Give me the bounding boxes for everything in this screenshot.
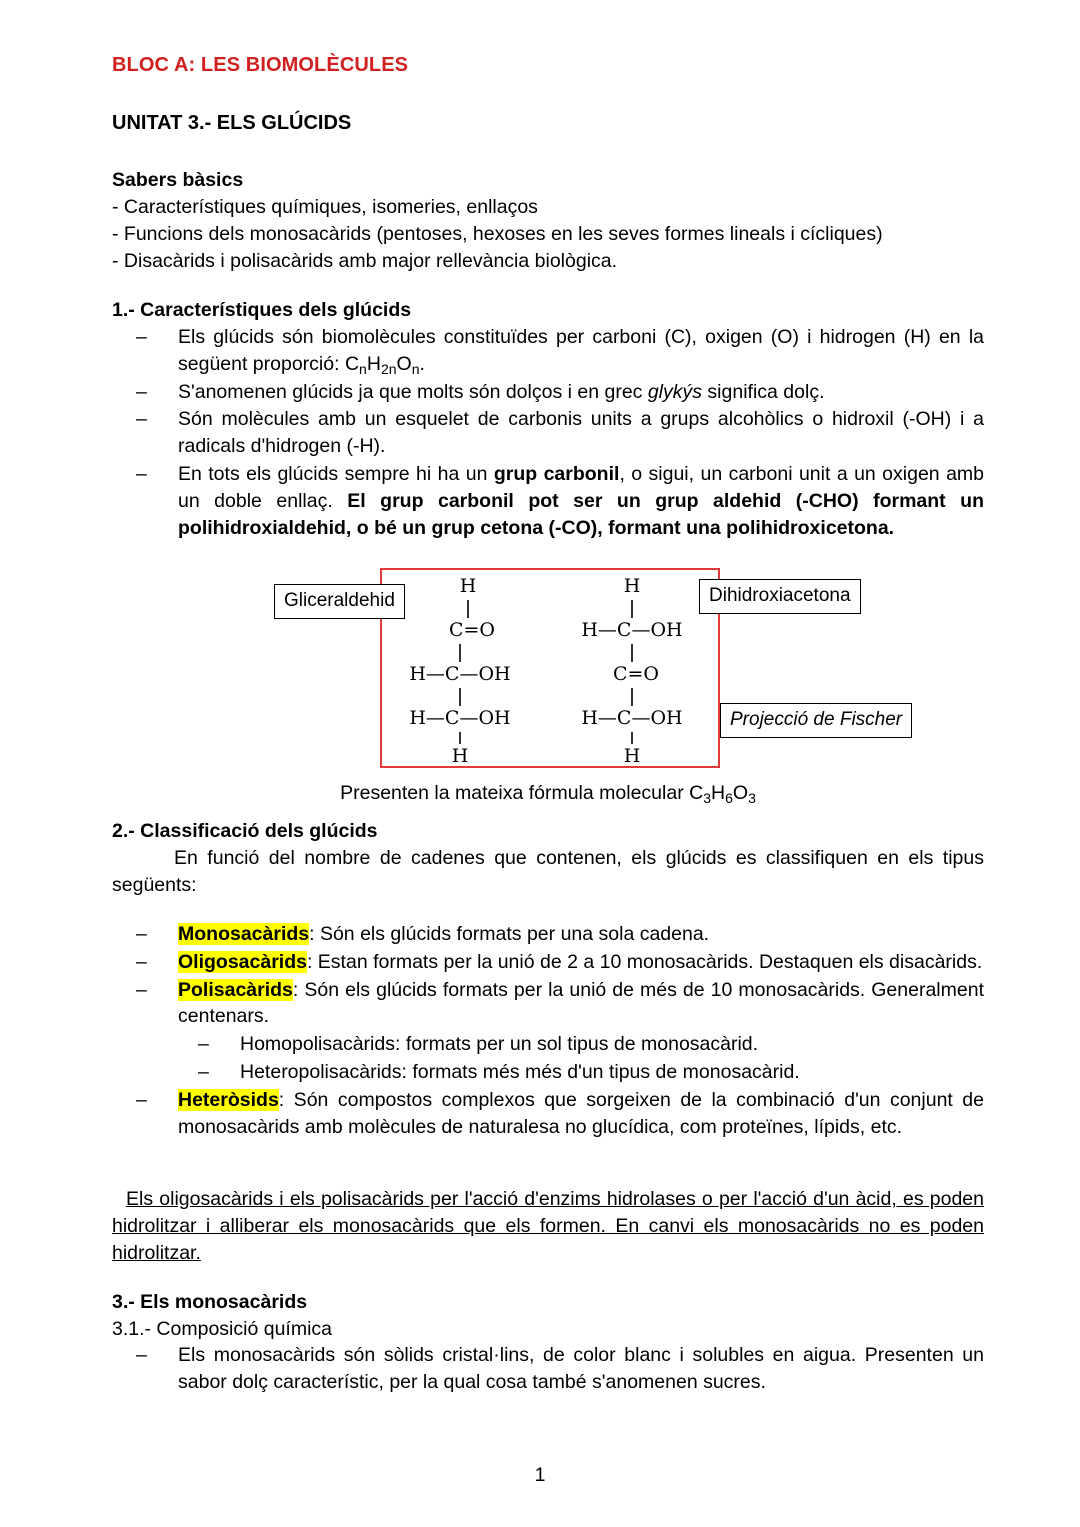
caption-H: H: [711, 781, 726, 804]
term-monosacarids: Monosacàrids: [178, 922, 310, 945]
list-item: [112, 977, 984, 1031]
list-item: [112, 921, 984, 948]
section-3-heading: 3.- Els monosacàrids: [112, 1290, 308, 1313]
item-text: Són molècules amb un esquelet de carbonis units a grups alcohòlics o hidroxil (-OH) i a radicals d'hidrogen (-H).: [178, 408, 984, 458]
list-item: [112, 949, 984, 976]
svg-text:H—C—OH: H—C—OH: [581, 618, 683, 641]
svg-text:C=O: C=O: [448, 618, 496, 641]
svg-text:H: H: [623, 744, 641, 767]
svg-text:H: H: [451, 744, 469, 767]
item-text: Els monosacàrids són sòlids cristal·lins, de color blanc i solubles en aigua. Presenten un sabor dolç característic, per la qual cosa també s'anomenen sucres.: [178, 1344, 984, 1394]
svg-text:H: H: [459, 574, 477, 597]
caption-sub-6: 6: [725, 789, 733, 806]
caption-O: O: [732, 781, 749, 804]
list-item: [112, 1342, 984, 1396]
item-sub-n2: n: [411, 360, 420, 377]
unit-title: UNITAT 3.- ELS GLÚCIDS: [112, 111, 352, 134]
section-2: [112, 818, 984, 1141]
item-text-pre: S'anomenen glúcids ja que molts són dolços i en grec: [178, 380, 648, 403]
label-projeccio-fischer: Projecció de Fischer: [720, 703, 912, 738]
hydrolysis-paragraph: Els oligosacàrids i els polisacàrids per l'acció d'enzims hidrolases o per l'acció d'un àcid, es poden hidrolitzar i alliberar els monosacàrids que els formen. En canvi els monosacàrids no es poden hidrolitzar.: [112, 1187, 984, 1264]
section-2-list-continued: [112, 1087, 984, 1141]
term-heterosids: Heteròsids: [178, 1089, 279, 1112]
section-1: [112, 297, 984, 542]
list-item: [112, 461, 984, 542]
list-item: [112, 379, 984, 406]
list-item: [112, 1087, 984, 1141]
molecule-structures-svg: [380, 568, 720, 768]
item-text-post: significa dolç.: [702, 380, 825, 403]
item-text-mid: , o sigui, un carboni unit a un oxigen amb un doble enllaç.: [178, 463, 984, 513]
sabers-line-2: - Funcions dels monosacàrids (pentoses, hexoses en les seves formes lineals i cícliques): [112, 223, 883, 245]
section-2-heading: 2.- Classificació dels glúcids: [112, 819, 378, 842]
svg-text:H—C—OH: H—C—OH: [409, 706, 511, 729]
term-rest: : Són els glúcids formats per la unió de més de 10 monosacàrids. Generalment centenars.: [178, 978, 984, 1028]
section-2-sublist: [112, 1031, 984, 1086]
sabers-heading: Sabers bàsics: [112, 169, 244, 192]
caption-sub-3b: 3: [748, 789, 756, 806]
section-3-list: [112, 1342, 984, 1396]
item-text-O: O: [396, 352, 412, 375]
subitem-text: Heteropolisacàrids: formats més més d'un tipus de monosacàrid.: [240, 1061, 800, 1084]
list-item: [112, 406, 984, 460]
term-oligosacarids: Oligosacàrids: [178, 950, 307, 973]
svg-text:C=O: C=O: [612, 662, 660, 685]
item-text-H: H: [366, 352, 381, 375]
label-dihidroxiacetona: Dihidroxiacetona: [699, 579, 861, 614]
sabers-line-1: - Característiques químiques, isomeries, enllaços: [112, 196, 538, 219]
svg-text:H—C—OH: H—C—OH: [581, 706, 683, 729]
page-number: 1: [534, 1464, 546, 1487]
caption-sub-3: 3: [703, 789, 711, 806]
term-rest: : Són compostos complexos que sorgeixen de la combinació d'un conjunt de monosacàrids amb molècules de naturalesa no glucídica, com proteïnes, lípids, etc.: [178, 1089, 984, 1139]
svg-text:H: H: [623, 574, 641, 597]
document-header-title: BLOC A: LES BIOMOLÈCULES: [112, 54, 409, 76]
fischer-projection-figure: [112, 568, 984, 818]
item-text-bold-carbonil: grup carbonil: [493, 463, 620, 486]
item-text-part1: Els glúcids són biomolècules constituïdes per carboni (C), oxigen (O) i hidrogen (H) en la següent proporció: C: [178, 325, 984, 375]
term-rest: : Són els glúcids formats per una sola cadena.: [309, 922, 710, 945]
item-text-bold-aldehid: El grup carbonil pot ser un grup aldehid (-CHO) formant un polihidroxialdehid, o bé un grup cetona (-CO), formant una polihidroxicetona.: [178, 490, 984, 540]
list-item: [112, 1059, 984, 1086]
term-polisacarids: Polisacàrids: [178, 978, 293, 1001]
item-text-pre: En tots els glúcids sempre hi ha un: [178, 463, 494, 486]
section-2-intro: En funció del nombre de cadenes que contenen, els glúcids es classifiquen en els tipus següents:: [112, 846, 984, 896]
figure-caption: [112, 780, 984, 807]
subitem-text: Homopolisacàrids: formats per un sol tipus de monosacàrid.: [240, 1033, 759, 1056]
section-1-heading: 1.- Característiques dels glúcids: [112, 298, 412, 321]
item-text-italic: glykýs: [647, 380, 703, 403]
section-2-list: [112, 921, 984, 1031]
list-item: [112, 324, 984, 378]
item-sub-2n: 2n: [380, 360, 397, 377]
sabers-basics-section: [112, 167, 984, 275]
item-text-part2: .: [419, 352, 425, 375]
section-3: [112, 1289, 984, 1397]
list-item: [112, 1031, 984, 1058]
section-1-list: [112, 324, 984, 542]
label-gliceraldehid: Gliceraldehid: [274, 584, 405, 619]
sabers-line-3: - Disacàrids i polisacàrids amb major rellevància biològica.: [112, 249, 618, 272]
item-sub-n1: n: [359, 360, 367, 377]
section-3-subheading: 3.1.- Composició química: [112, 1317, 333, 1340]
caption-pre: Presenten la mateixa fórmula molecular C: [340, 781, 704, 804]
svg-text:H—C—OH: H—C—OH: [409, 662, 511, 685]
term-rest: : Estan formats per la unió de 2 a 10 monosacàrids. Destaquen els disacàrids.: [306, 950, 983, 973]
